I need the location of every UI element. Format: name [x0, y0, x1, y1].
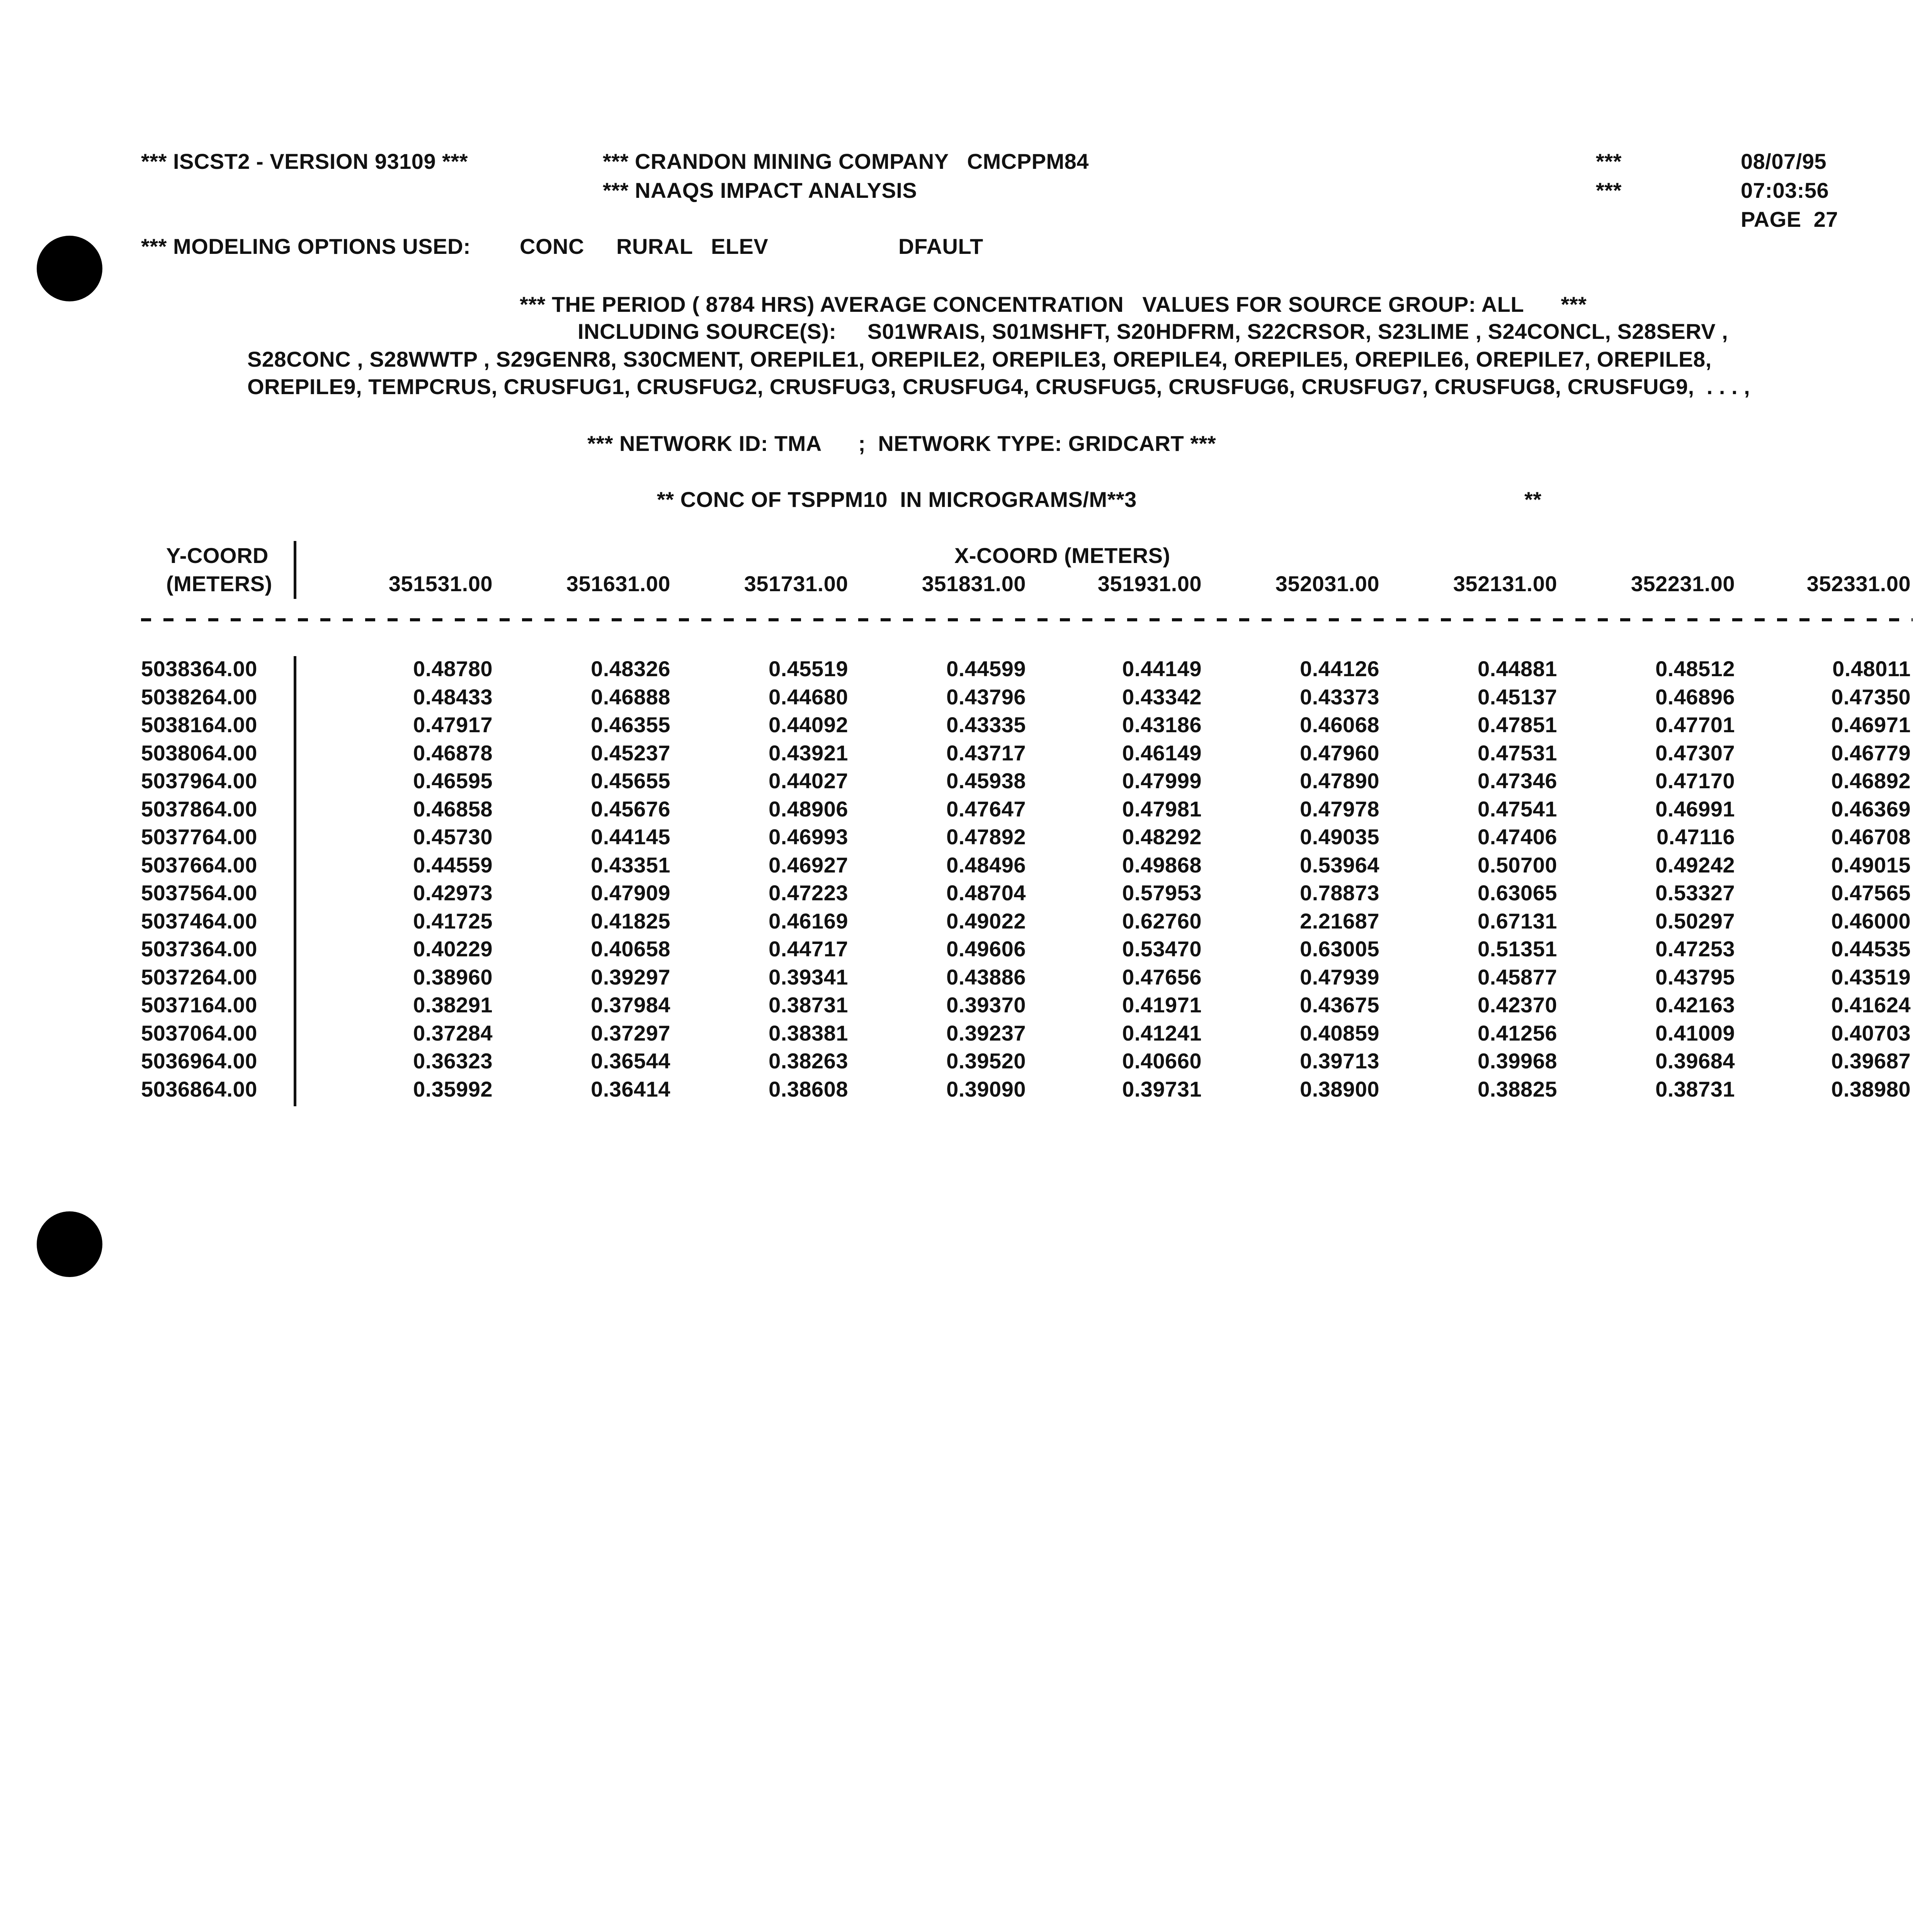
- concentration-value: 0.46595: [413, 769, 493, 793]
- concentration-value: 0.38263: [769, 1049, 848, 1073]
- concentration-value: 0.42163: [1655, 993, 1735, 1017]
- concentration-value: 0.47350: [1831, 684, 1911, 709]
- concentration-value: 0.48011: [1832, 656, 1911, 681]
- column-header: 352331.00: [1806, 571, 1911, 596]
- concentration-value: 0.36323: [413, 1049, 493, 1073]
- concentration-value: 0.46169: [769, 908, 848, 933]
- concentration-value: 0.57953: [1122, 881, 1202, 905]
- concentration-value: 0.44881: [1478, 656, 1557, 681]
- column-header: 351931.00: [1097, 571, 1202, 596]
- concentration-value: 0.45137: [1478, 684, 1557, 709]
- concentration-value: 0.43717: [946, 740, 1026, 765]
- concentration-value: 0.48292: [1122, 825, 1202, 849]
- program-version: *** ISCST2 - VERSION 93109 ***: [141, 149, 468, 173]
- concentration-value: 0.46779: [1831, 740, 1911, 765]
- concentration-value: 0.44027: [769, 769, 848, 793]
- column-header: 351731.00: [744, 571, 848, 596]
- row-y-coordinate: 5037464.00: [141, 908, 257, 933]
- concentration-value: 0.53327: [1655, 881, 1735, 905]
- concentration-value: 0.47981: [1122, 796, 1202, 821]
- concentration-value: 0.43351: [591, 852, 670, 877]
- concentration-stars: **: [1524, 487, 1542, 512]
- concentration-value: 0.45877: [1478, 964, 1557, 989]
- concentration-value: 0.47307: [1655, 740, 1735, 765]
- row-y-coordinate: 5037664.00: [141, 852, 257, 877]
- concentration-value: 0.45519: [769, 656, 848, 681]
- concentration-value: 0.47909: [591, 881, 670, 905]
- concentration-value: 0.43795: [1655, 964, 1735, 989]
- concentration-value: 0.41624: [1831, 993, 1911, 1017]
- concentration-value: 0.37984: [591, 993, 670, 1017]
- binder-hole-top: [37, 236, 102, 301]
- concentration-value: 0.43335: [946, 713, 1026, 737]
- period-description: *** THE PERIOD ( 8784 HRS) AVERAGE CONCENTRATION VALUES FOR SOURCE GROUP: ALL ***: [520, 292, 1587, 316]
- row-y-coordinate: 5037264.00: [141, 964, 257, 989]
- run-date: 08/07/95: [1741, 149, 1827, 173]
- row-y-coordinate: 5037964.00: [141, 769, 257, 793]
- binder-hole-middle: [37, 1211, 102, 1277]
- concentration-value: 0.47647: [946, 796, 1026, 821]
- page-label: PAGE 27: [1741, 207, 1838, 231]
- network-info: *** NETWORK ID: TMA ; NETWORK TYPE: GRIDCART ***: [587, 431, 1216, 456]
- concentration-value: 0.46149: [1122, 740, 1202, 765]
- concentration-value: 0.48326: [591, 656, 670, 681]
- sources-line: INCLUDING SOURCE(S): S01WRAIS, S01MSHFT, S20HDFRM, S22CRSOR, S23LIME , S24CONCL, S28SERV ,: [578, 319, 1728, 344]
- modeling-options-label: *** MODELING OPTIONS USED:: [141, 234, 471, 259]
- concentration-value: 0.49242: [1655, 852, 1735, 877]
- concentration-value: 0.45938: [946, 769, 1026, 793]
- concentration-value: 0.48704: [946, 881, 1026, 905]
- concentration-value: 0.47565: [1831, 881, 1911, 905]
- x-coord-label: X-COORD (METERS): [954, 543, 1170, 568]
- header-divider: [141, 618, 1913, 621]
- row-y-coordinate: 5038264.00: [141, 684, 257, 709]
- concentration-value: 0.47116: [1656, 825, 1735, 849]
- concentration-value: 0.47999: [1122, 769, 1202, 793]
- concentration-value: 0.48433: [413, 684, 493, 709]
- row-y-coordinate: 5037564.00: [141, 881, 257, 905]
- column-header: 351631.00: [566, 571, 670, 596]
- concentration-value: 0.49022: [946, 908, 1026, 933]
- concentration-value: 0.38608: [769, 1077, 848, 1101]
- concentration-value: 0.43186: [1122, 713, 1202, 737]
- concentration-value: 0.39520: [946, 1049, 1026, 1073]
- option-rural: RURAL: [616, 234, 693, 259]
- concentration-value: 0.47701: [1655, 713, 1735, 737]
- concentration-value: 0.62760: [1122, 908, 1202, 933]
- concentration-value: 0.50700: [1478, 852, 1557, 877]
- option-conc: CONC: [520, 234, 584, 259]
- concentration-value: 0.41241: [1122, 1020, 1202, 1045]
- concentration-value: 0.41825: [591, 908, 670, 933]
- concentration-value: 0.47978: [1300, 796, 1379, 821]
- concentration-value: 0.39684: [1655, 1049, 1735, 1073]
- concentration-value: 0.47892: [946, 825, 1026, 849]
- concentration-value: 0.46896: [1655, 684, 1735, 709]
- concentration-value: 0.47939: [1300, 964, 1379, 989]
- concentration-value: 0.53964: [1300, 852, 1379, 877]
- concentration-value: 2.21687: [1300, 908, 1379, 933]
- concentration-value: 0.46888: [591, 684, 670, 709]
- concentration-value: 0.40658: [591, 937, 670, 961]
- column-header: 352131.00: [1453, 571, 1557, 596]
- concentration-value: 0.49868: [1122, 852, 1202, 877]
- concentration-value: 0.48780: [413, 656, 493, 681]
- concentration-value: 0.38980: [1831, 1077, 1911, 1101]
- concentration-value: 0.48906: [769, 796, 848, 821]
- concentration-value: 0.51351: [1478, 937, 1557, 961]
- concentration-value: 0.39968: [1478, 1049, 1557, 1073]
- concentration-value: 0.78873: [1300, 881, 1379, 905]
- concentration-value: 0.47253: [1655, 937, 1735, 961]
- concentration-value: 0.46892: [1831, 769, 1911, 793]
- concentration-value: 0.50297: [1655, 908, 1735, 933]
- concentration-value: 0.45676: [591, 796, 670, 821]
- concentration-value: 0.39713: [1300, 1049, 1379, 1073]
- table-separator: [294, 541, 296, 599]
- row-y-coordinate: 5037064.00: [141, 1020, 257, 1045]
- row-y-coordinate: 5036864.00: [141, 1077, 257, 1101]
- concentration-value: 0.48512: [1655, 656, 1735, 681]
- concentration-value: 0.37284: [413, 1020, 493, 1045]
- analysis-title: *** NAAQS IMPACT ANALYSIS: [603, 178, 917, 202]
- concentration-value: 0.44599: [946, 656, 1026, 681]
- concentration-value: 0.47917: [413, 713, 493, 737]
- concentration-value: 0.39370: [946, 993, 1026, 1017]
- column-header: 352031.00: [1275, 571, 1379, 596]
- concentration-value: 0.46858: [413, 796, 493, 821]
- row-y-coordinate: 5037364.00: [141, 937, 257, 961]
- concentration-value: 0.46927: [769, 852, 848, 877]
- option-dfault: DFAULT: [898, 234, 983, 259]
- row-y-coordinate: 5037764.00: [141, 825, 257, 849]
- concentration-value: 0.44717: [769, 937, 848, 961]
- concentration-value: 0.39090: [946, 1077, 1026, 1101]
- header-stars: ***: [1596, 178, 1622, 202]
- concentration-value: 0.41725: [413, 908, 493, 933]
- row-y-coordinate: 5036964.00: [141, 1049, 257, 1073]
- sources-line: S28CONC , S28WWTP , S29GENR8, S30CMENT, OREPILE1, OREPILE2, OREPILE3, OREPILE4, OREPILE5, OREPILE6, OREPILE7, OREPILE8,: [247, 347, 1712, 371]
- concentration-value: 0.49015: [1831, 852, 1911, 877]
- concentration-value: 0.44680: [769, 684, 848, 709]
- concentration-value: 0.49035: [1300, 825, 1379, 849]
- concentration-value: 0.43373: [1300, 684, 1379, 709]
- concentration-value: 0.36414: [591, 1077, 670, 1101]
- run-time: 07:03:56: [1741, 178, 1829, 202]
- concentration-value: 0.43886: [946, 964, 1026, 989]
- column-header: 352231.00: [1631, 571, 1735, 596]
- concentration-value: 0.44535: [1831, 937, 1911, 961]
- concentration-value: 0.47960: [1300, 740, 1379, 765]
- option-elev: ELEV: [711, 234, 769, 259]
- concentration-value: 0.38731: [1655, 1077, 1735, 1101]
- concentration-value: 0.46369: [1831, 796, 1911, 821]
- concentration-value: 0.38731: [769, 993, 848, 1017]
- concentration-value: 0.46878: [413, 740, 493, 765]
- concentration-value: 0.38381: [769, 1020, 848, 1045]
- concentration-value: 0.42973: [413, 881, 493, 905]
- concentration-value: 0.43342: [1122, 684, 1202, 709]
- concentration-value: 0.41009: [1655, 1020, 1735, 1045]
- concentration-value: 0.44149: [1122, 656, 1202, 681]
- concentration-value: 0.39237: [946, 1020, 1026, 1045]
- concentration-value: 0.41256: [1478, 1020, 1557, 1045]
- concentration-value: 0.53470: [1122, 937, 1202, 961]
- concentration-value: 0.46993: [769, 825, 848, 849]
- concentration-value: 0.46000: [1831, 908, 1911, 933]
- concentration-value: 0.47851: [1478, 713, 1557, 737]
- concentration-value: 0.41971: [1122, 993, 1202, 1017]
- concentration-value: 0.38291: [413, 993, 493, 1017]
- concentration-value: 0.35992: [413, 1077, 493, 1101]
- concentration-value: 0.45655: [591, 769, 670, 793]
- concentration-value: 0.43519: [1831, 964, 1911, 989]
- concentration-value: 0.36544: [591, 1049, 670, 1073]
- concentration-value: 0.37297: [591, 1020, 670, 1045]
- concentration-value: 0.46971: [1831, 713, 1911, 737]
- concentration-value: 0.47223: [769, 881, 848, 905]
- concentration-value: 0.43796: [946, 684, 1026, 709]
- concentration-value: 0.42370: [1478, 993, 1557, 1017]
- row-y-coordinate: 5038364.00: [141, 656, 257, 681]
- concentration-value: 0.39341: [769, 964, 848, 989]
- concentration-value: 0.44126: [1300, 656, 1379, 681]
- concentration-value: 0.47656: [1122, 964, 1202, 989]
- concentration-value: 0.40703: [1831, 1020, 1911, 1045]
- concentration-value: 0.63065: [1478, 881, 1557, 905]
- table-separator: [294, 656, 296, 1106]
- sources-line: OREPILE9, TEMPCRUS, CRUSFUG1, CRUSFUG2, CRUSFUG3, CRUSFUG4, CRUSFUG5, CRUSFUG6, CRUSFUG7, CRUSFUG8, CRUSFUG9, . . . ,: [247, 374, 1750, 399]
- concentration-value: 0.47541: [1478, 796, 1557, 821]
- row-y-coordinate: 5038164.00: [141, 713, 257, 737]
- concentration-value: 0.45730: [413, 825, 493, 849]
- y-coord-label: Y-COORD: [166, 543, 269, 568]
- concentration-value: 0.44559: [413, 852, 493, 877]
- concentration-value: 0.43675: [1300, 993, 1379, 1017]
- column-header: 351831.00: [922, 571, 1026, 596]
- company-title: *** CRANDON MINING COMPANY CMCPPM84: [603, 149, 1089, 173]
- concentration-value: 0.45237: [591, 740, 670, 765]
- concentration-value: 0.49606: [946, 937, 1026, 961]
- concentration-value: 0.40859: [1300, 1020, 1379, 1045]
- concentration-value: 0.39687: [1831, 1049, 1911, 1073]
- concentration-value: 0.46991: [1655, 796, 1735, 821]
- concentration-value: 0.38825: [1478, 1077, 1557, 1101]
- concentration-value: 0.47170: [1655, 769, 1735, 793]
- concentration-value: 0.47531: [1478, 740, 1557, 765]
- row-y-coordinate: 5037864.00: [141, 796, 257, 821]
- concentration-value: 0.63005: [1300, 937, 1379, 961]
- concentration-value: 0.67131: [1478, 908, 1557, 933]
- concentration-value: 0.47406: [1478, 825, 1557, 849]
- row-y-coordinate: 5037164.00: [141, 993, 257, 1017]
- meters-label: (METERS): [166, 571, 272, 596]
- concentration-value: 0.46708: [1831, 825, 1911, 849]
- column-header: 351531.00: [388, 571, 493, 596]
- concentration-value: 0.39731: [1122, 1077, 1202, 1101]
- concentration-units: ** CONC OF TSPPM10 IN MICROGRAMS/M**3: [657, 487, 1137, 512]
- concentration-value: 0.48496: [946, 852, 1026, 877]
- concentration-value: 0.47346: [1478, 769, 1557, 793]
- concentration-value: 0.38960: [413, 964, 493, 989]
- concentration-value: 0.44092: [769, 713, 848, 737]
- concentration-value: 0.38900: [1300, 1077, 1379, 1101]
- concentration-value: 0.39297: [591, 964, 670, 989]
- concentration-value: 0.46355: [591, 713, 670, 737]
- concentration-value: 0.40660: [1122, 1049, 1202, 1073]
- concentration-value: 0.46068: [1300, 713, 1379, 737]
- concentration-value: 0.44145: [591, 825, 670, 849]
- concentration-value: 0.40229: [413, 937, 493, 961]
- concentration-value: 0.47890: [1300, 769, 1379, 793]
- header-stars: ***: [1596, 149, 1622, 173]
- row-y-coordinate: 5038064.00: [141, 740, 257, 765]
- concentration-value: 0.43921: [769, 740, 848, 765]
